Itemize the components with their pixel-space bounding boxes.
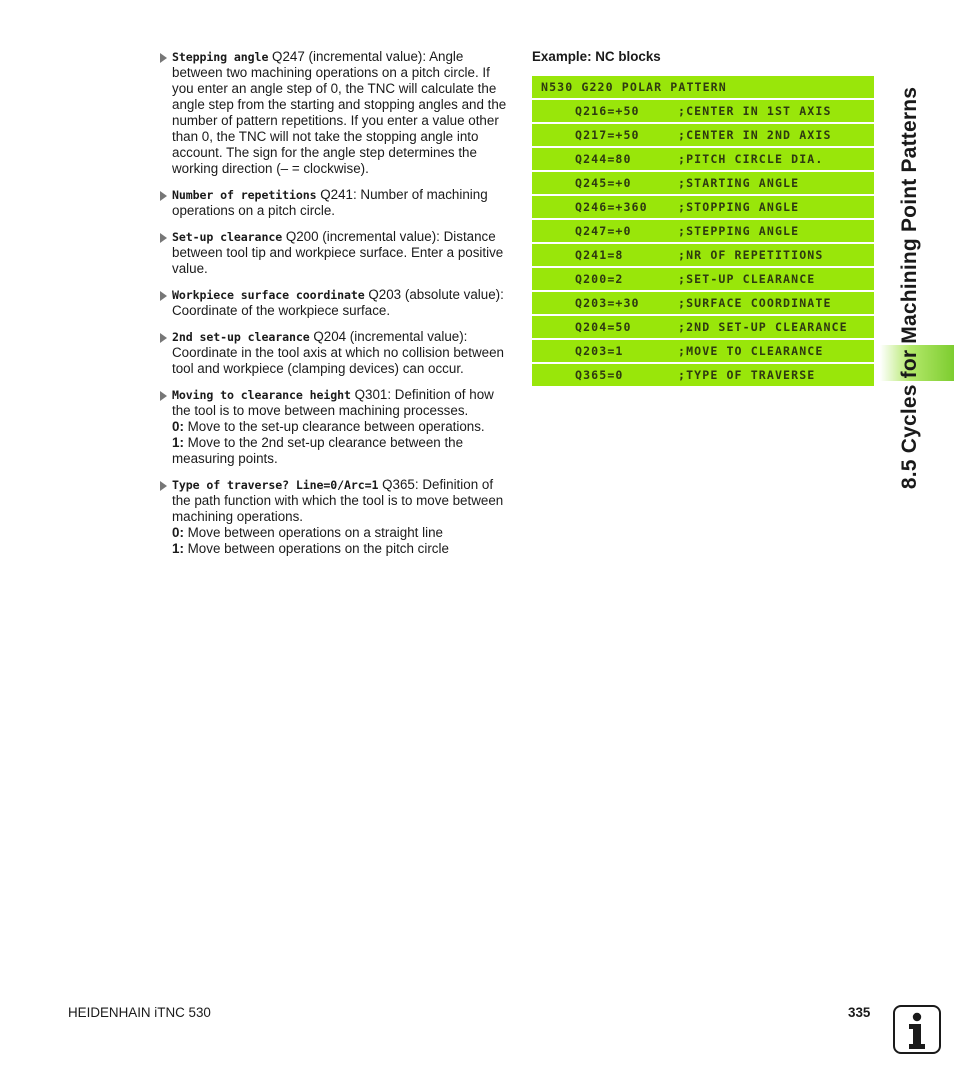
option-text: Move to the set-up clearance between operations. [183,419,485,434]
option-0 [172,419,514,435]
param-description: Q200 (incremental value): Distance between tool tip and workpiece surface. Enter a positive value. [172,229,504,276]
option-key: 0: [172,525,184,540]
nc-comment: ;MOVE TO CLEARANCE [678,344,824,358]
nc-header-text: N530 G220 POLAR PATTERN [541,80,727,94]
nc-row [532,268,874,290]
nc-comment: ;SURFACE COORDINATE [678,296,832,310]
option-1 [172,541,514,557]
nc-code: Q241=8 [575,248,624,262]
nc-row [532,364,874,386]
option-1 [172,435,514,467]
param-name: Type of traverse? Line=0/Arc=1 [172,478,379,492]
triangle-right-icon [160,191,167,201]
option-key: 1: [172,541,184,556]
nc-row [532,124,874,146]
nc-code: Q247=+0 [575,224,632,238]
param-description: Q365: Definition of the path function with which the tool is to move between machining operations. [172,477,504,524]
param-workpiece-surface-coordinate [158,287,514,319]
option-text: Move between operations on the pitch circle [183,541,449,556]
nc-header-row [532,76,874,98]
nc-comment: ;STOPPING ANGLE [678,200,800,214]
nc-comment: ;2ND SET-UP CLEARANCE [678,320,848,334]
nc-row [532,220,874,242]
nc-code: Q216=+50 [575,104,640,118]
param-setup-clearance [158,229,514,277]
option-key: 0: [172,419,184,434]
chapter-title-text: 8.5 Cycles for Machining Point Patterns [898,86,921,490]
triangle-right-icon [160,233,167,243]
triangle-right-icon [160,391,167,401]
nc-comment: ;NR OF REPETITIONS [678,248,824,262]
nc-row [532,244,874,266]
param-stepping-angle [158,49,514,177]
param-name: 2nd set-up clearance [172,330,310,344]
nc-code: Q200=2 [575,272,624,286]
nc-row [532,100,874,122]
param-name: Workpiece surface coordinate [172,288,365,302]
nc-code: Q246=+360 [575,200,648,214]
param-name: Stepping angle [172,50,269,64]
info-glyph [895,1007,939,1052]
info-icon [893,1005,941,1054]
option-0 [172,525,514,541]
nc-comment: ;TYPE OF TRAVERSE [678,368,816,382]
nc-blocks-table [532,76,874,388]
param-description: Q241: Number of machining operations on a pitch circle. [172,187,488,218]
example-heading: Example: NC blocks [532,49,661,64]
param-name: Set-up clearance [172,230,283,244]
nc-code: Q203=1 [575,344,624,358]
triangle-right-icon [160,481,167,491]
nc-row [532,148,874,170]
parameter-list [158,49,514,567]
param-description: Q203 (absolute value): Coordinate of the workpiece surface. [172,287,504,318]
param-moving-to-clearance-height [158,387,514,467]
param-type-of-traverse [158,477,514,557]
nc-comment: ;STEPPING ANGLE [678,224,800,238]
page-number: 335 [848,1005,871,1020]
param-2nd-setup-clearance [158,329,514,377]
nc-code: Q365=0 [575,368,624,382]
nc-code: Q245=+0 [575,176,632,190]
nc-row [532,316,874,338]
param-description: Q204 (incremental value): Coordinate in the tool axis at which no collision between tool and workpiece (clamping devices) can occur. [172,329,504,376]
nc-code: Q217=+50 [575,128,640,142]
nc-code: Q244=80 [575,152,632,166]
param-name: Moving to clearance height [172,388,351,402]
triangle-right-icon [160,291,167,301]
nc-row [532,340,874,362]
option-key: 1: [172,435,184,450]
param-name: Number of repetitions [172,188,317,202]
nc-comment: ;CENTER IN 2ND AXIS [678,128,832,142]
nc-code: Q204=50 [575,320,632,334]
nc-row [532,292,874,314]
nc-comment: ;PITCH CIRCLE DIA. [678,152,824,166]
option-text: Move between operations on a straight line [183,525,443,540]
footer-product: HEIDENHAIN iTNC 530 [68,1005,211,1020]
nc-row [532,172,874,194]
triangle-right-icon [160,333,167,343]
triangle-right-icon [160,53,167,63]
param-number-of-repetitions [158,187,514,219]
nc-comment: ;CENTER IN 1ST AXIS [678,104,832,118]
nc-code: Q203=+30 [575,296,640,310]
nc-comment: ;SET-UP CLEARANCE [678,272,816,286]
option-text: Move to the 2nd set-up clearance between the measuring points. [172,435,464,466]
nc-comment: ;STARTING ANGLE [678,176,800,190]
param-description: Q301: Definition of how the tool is to move between machining processes. [172,387,494,418]
nc-row [532,196,874,218]
param-description: Q247 (incremental value): Angle between two machining operations on a pitch circle. If you enter an angle step of 0, the TNC will calculate the angle step from the starting and stopping angles and the number of pattern repetitions. If you enter a value other than 0, the TNC will not take the stopping angle into account. The sign for the angle step determines the working direction (– = clockwise). [172,49,507,176]
